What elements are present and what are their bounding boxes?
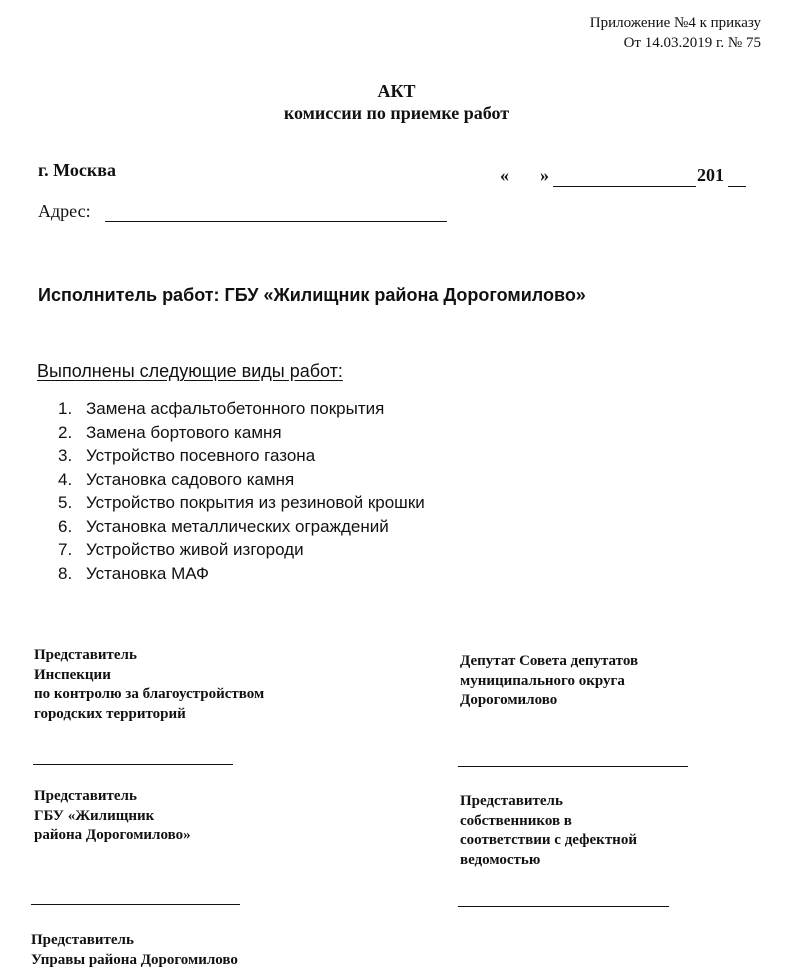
title-line-1: АКТ (377, 81, 416, 101)
date-year-blank (728, 186, 746, 187)
signature-line-owners (458, 906, 669, 907)
list-item: 3. Устройство посевного газона (58, 446, 316, 465)
date-field (500, 165, 509, 186)
signatory-deputy: Депутат Совета депутатов муниципального округа Дорогомилово (460, 653, 639, 708)
date-month-blank (553, 186, 696, 187)
address-blank-line (105, 221, 447, 222)
list-item: 4. Установка садового камня (58, 469, 295, 489)
signature-line-deputy (458, 766, 688, 767)
address-label: Адрес: (38, 201, 91, 221)
date-open-quote: « (500, 165, 509, 185)
executor-line: Исполнитель работ: ГБУ «Жилищник района Дорогомилово» (38, 285, 586, 305)
signature-line-gbu (31, 904, 240, 905)
list-item: 7. Устройство живой изгороди (58, 540, 304, 559)
signatory-gbu: Представитель ГБУ «Жилищник района Дорогомилово» (34, 788, 191, 843)
signature-line-inspection (33, 764, 233, 765)
list-item: 6. Установка металлических ограждений (58, 516, 389, 536)
document-title (0, 80, 793, 124)
list-item: 1. Замена асфальтобетонного покрытия (58, 399, 385, 418)
date-close-quote: » (540, 165, 549, 185)
date-year-prefix: 201 (697, 165, 724, 185)
list-item: 8. Установка МАФ (58, 563, 209, 583)
list-item: 5. Устройство покрытия из резиновой крошки (58, 493, 425, 512)
appendix-note (590, 13, 761, 53)
list-item: 2. Замена бортового камня (58, 422, 282, 442)
works-list (58, 397, 425, 585)
signatory-uprava: Представитель Управы района Дорогомилово (31, 932, 238, 968)
signatory-inspection: Представитель Инспекции по контролю за благоустройством городских территорий (34, 647, 265, 722)
works-heading: Выполнены следующие виды работ: (37, 361, 343, 381)
appendix-line-2: От 14.03.2019 г. № 75 (623, 35, 761, 51)
city-label: г. Москва (38, 160, 116, 180)
title-line-2: комиссии по приемке работ (283, 103, 510, 123)
signatory-owners: Представитель собственников в соответствии с дефектной ведомостью (460, 793, 637, 868)
appendix-line-1: Приложение №4 к приказу (589, 15, 761, 31)
